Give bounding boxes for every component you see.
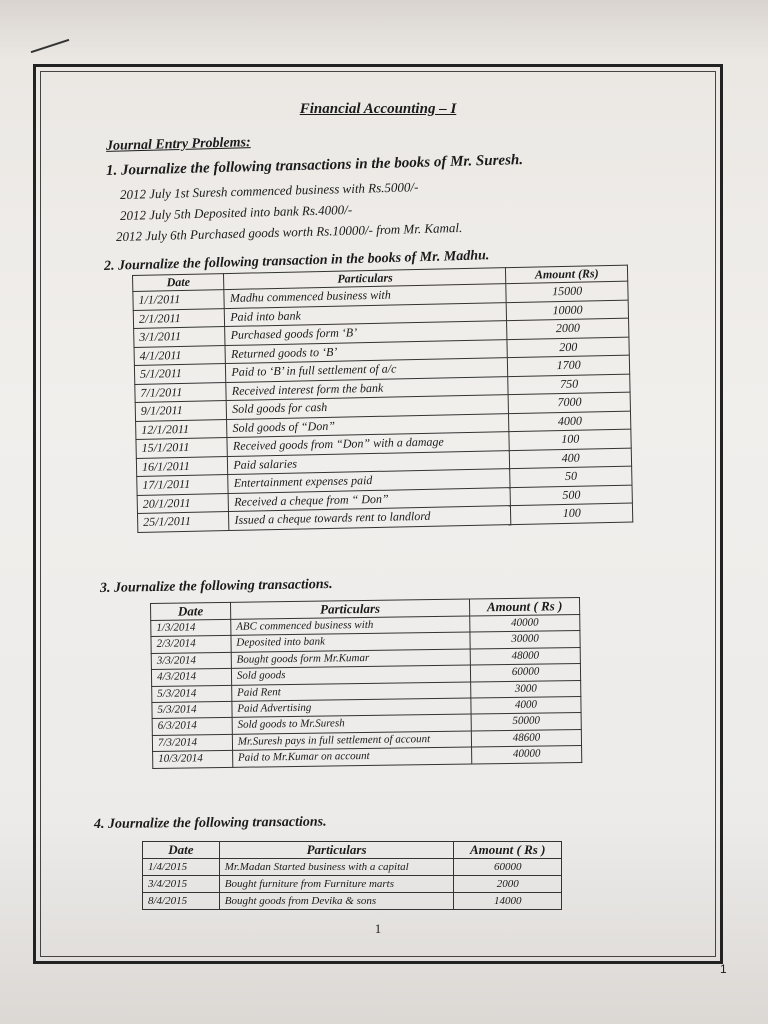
cell-amount: 400 [510, 448, 632, 469]
q1-line: 2012 July 5th Deposited into bank Rs.4000/- [119, 201, 353, 223]
cell-particulars: Bought furniture from Furniture marts [219, 876, 454, 893]
cell-amount: 60000 [470, 664, 580, 682]
cell-amount: 40000 [470, 615, 580, 633]
column-header-particulars: Particulars [224, 268, 506, 290]
table-row [143, 876, 562, 893]
cell-amount: 4000 [471, 697, 581, 715]
cell-particulars: Received a cheque from “ Don” [228, 487, 510, 511]
column-header-particulars: Particulars [219, 842, 454, 859]
table-row [143, 893, 562, 910]
cell-particulars: Returned goods to ‘B’ [225, 339, 507, 363]
cell-date: 4/3/2014 [151, 669, 231, 687]
cell-particulars: Paid to ‘B’ in full settlement of a/c [226, 358, 508, 382]
cell-date: 1/3/2014 [151, 619, 231, 637]
cell-amount: 60000 [454, 859, 562, 876]
cell-particulars: Mr.Madan Started business with a capital [219, 859, 454, 876]
q4-table [142, 841, 562, 910]
cell-amount: 15000 [506, 281, 628, 302]
cell-date: 8/4/2015 [143, 893, 220, 910]
cell-particulars: Paid Advertising [232, 698, 471, 718]
cell-particulars: ABC commenced business with [231, 616, 470, 636]
cell-amount: 50000 [471, 713, 581, 731]
document-content [40, 71, 716, 957]
cell-date: 3/3/2014 [151, 652, 231, 670]
cell-particulars: Sold goods of “Don” [227, 413, 509, 437]
cell-amount: 7000 [509, 392, 631, 413]
cell-amount: 48000 [470, 647, 580, 665]
cell-particulars: Paid to Mr.Kumar on account [232, 747, 471, 767]
cell-particulars: Paid into bank [225, 302, 507, 326]
table-row [143, 859, 562, 876]
column-header-date: Date [143, 842, 220, 859]
cell-particulars: Sold goods for cash [227, 395, 509, 419]
cell-date: 10/3/2014 [153, 751, 233, 769]
cell-amount: 500 [511, 485, 633, 506]
cell-amount: 2000 [507, 318, 629, 339]
cell-particulars: Sold goods [231, 665, 470, 685]
cell-date: 1/4/2015 [143, 859, 220, 876]
cell-date: 2/3/2014 [151, 636, 231, 654]
cell-amount: 200 [507, 337, 629, 358]
document-title: Financial Accounting – I [299, 101, 457, 117]
cell-amount: 30000 [470, 631, 580, 649]
cell-date: 5/3/2014 [152, 701, 232, 719]
cell-particulars: Bought goods from Devika & sons [219, 893, 454, 910]
cell-particulars: Madhu commenced business with [224, 284, 506, 308]
cell-date: 2/1/2011 [133, 308, 225, 328]
cell-date: 6/3/2014 [152, 718, 232, 736]
q2-table [132, 265, 633, 533]
cell-date: 25/1/2011 [137, 512, 229, 532]
cell-particulars: Entertainment expenses paid [228, 469, 510, 493]
cell-date: 15/1/2011 [136, 438, 228, 458]
table-header-row [143, 842, 562, 859]
cell-date: 16/1/2011 [136, 456, 228, 476]
column-header-date: Date [133, 274, 225, 292]
cell-particulars: Paid Rent [231, 682, 470, 702]
cell-particulars: Bought goods form Mr.Kumar [231, 649, 470, 669]
cell-amount: 10000 [507, 300, 629, 321]
column-header-amount: Amount ( Rs ) [454, 842, 562, 859]
q1-line: 2012 July 6th Purchased goods worth Rs.10000/- from Mr. Kamal. [115, 219, 463, 244]
cell-amount: 1700 [508, 355, 630, 376]
column-header-amount: Amount ( Rs ) [470, 598, 580, 617]
cell-date: 12/1/2011 [136, 419, 228, 439]
cell-particulars: Issued a cheque towards rent to landlord [229, 506, 511, 530]
cell-particulars: Received goods from “Don” with a damage [227, 432, 509, 456]
cell-amount: 750 [508, 374, 630, 395]
cell-date: 9/1/2011 [135, 401, 227, 421]
cell-date: 4/1/2011 [134, 345, 226, 365]
cell-particulars: Paid salaries [228, 450, 510, 474]
cell-date: 5/1/2011 [134, 364, 226, 384]
cell-amount: 48600 [471, 729, 581, 747]
cell-amount: 40000 [472, 746, 582, 764]
cell-date: 3/4/2015 [143, 876, 220, 893]
cell-date: 7/1/2011 [135, 382, 227, 402]
cell-date: 7/3/2014 [152, 734, 232, 752]
cell-particulars: Mr.Suresh pays in full settlement of account [232, 731, 471, 751]
cell-particulars: Deposited into bank [231, 632, 470, 652]
cell-amount: 14000 [454, 893, 562, 910]
cell-date: 20/1/2011 [137, 493, 229, 513]
cell-date: 5/3/2014 [152, 685, 232, 703]
cell-amount: 50 [510, 466, 632, 487]
cell-particulars: Received interest form the bank [226, 376, 508, 400]
journal-heading: Journal Entry Problems: [105, 135, 251, 154]
q1-heading: 1. Journalize the following transactions in the books of Mr. Suresh. [105, 152, 524, 179]
cell-amount: 3000 [471, 680, 581, 698]
cell-amount: 100 [511, 503, 633, 524]
cell-amount: 100 [509, 429, 631, 450]
cell-amount: 2000 [454, 876, 562, 893]
cell-date: 3/1/2011 [134, 327, 226, 347]
cell-particulars: Sold goods to Mr.Suresh [232, 714, 471, 734]
q3-table [150, 597, 582, 769]
cell-amount: 4000 [509, 411, 631, 432]
cell-date: 1/1/2011 [133, 290, 225, 310]
page-number: 1 [374, 921, 382, 936]
column-header-date: Date [151, 602, 231, 620]
cell-date: 17/1/2011 [137, 475, 229, 495]
column-header-amount: Amount (Rs) [506, 265, 628, 284]
column-header-particulars: Particulars [230, 599, 469, 619]
cell-particulars: Purchased goods form ‘B’ [225, 321, 507, 345]
q3-heading: 3. Journalize the following transactions. [99, 576, 333, 596]
corner-pen-mark [31, 39, 70, 53]
corner-number: 1 [720, 962, 727, 976]
q4-heading: 4. Journalize the following transactions. [93, 814, 327, 832]
q2-heading: 2. Journalize the following transaction in the books of Mr. Madhu. [103, 248, 490, 274]
q1-line: 2012 July 1st Suresh commenced business with Rs.5000/- [119, 179, 419, 202]
